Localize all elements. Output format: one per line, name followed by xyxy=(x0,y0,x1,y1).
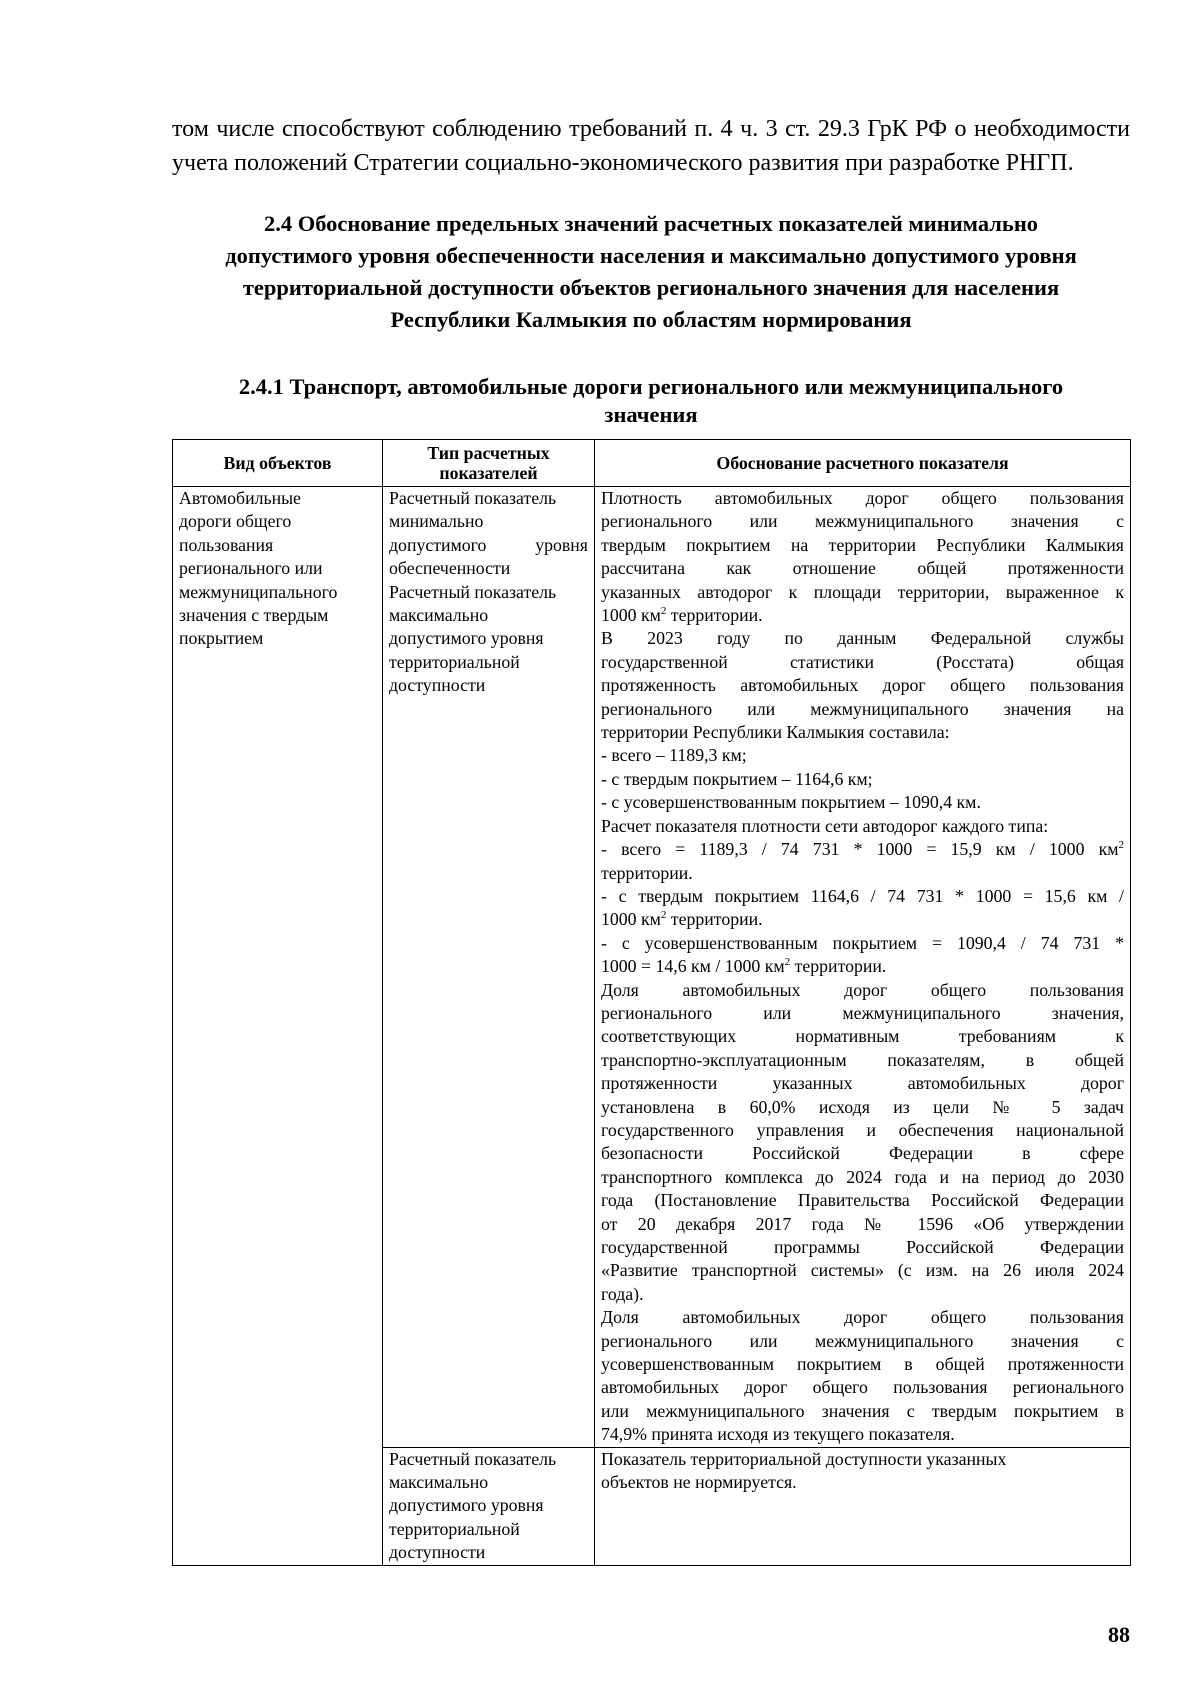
header-indicator-type xyxy=(383,440,595,487)
cell-line: Расчетный показатель xyxy=(389,488,557,508)
text-fragment: территории. xyxy=(666,605,763,626)
cell-line: или межмуниципального значения с твердым покрытием в xyxy=(601,1400,1124,1421)
cell-line: от 20 декабря 2017 года № 1596 «Об утверждении xyxy=(601,1213,1124,1234)
cell-line: максимально xyxy=(389,605,489,626)
text-fragment: 1000 = 14,6 км / 1000 км xyxy=(601,956,785,977)
cell-line: регионального или xyxy=(179,558,323,579)
cell-line: Автомобильные xyxy=(179,488,301,508)
cell-line: доступности xyxy=(389,1542,486,1563)
section-heading-line: 2.4 Обоснование предельных значений расчетных показателей минимально xyxy=(263,211,1039,236)
cell-line: государственной программы Российской Федерации xyxy=(601,1237,1124,1257)
text-fragment: 1000 км xyxy=(601,605,661,626)
cell-line: усовершенствованным покрытием в общей протяженности xyxy=(601,1354,1124,1375)
cell-line xyxy=(601,604,1124,627)
cell-line: минимально xyxy=(389,511,484,532)
cell-line xyxy=(601,908,1124,931)
superscript: 2 xyxy=(660,605,667,618)
cell-line: транспортно-эксплуатационным показателям, в общей xyxy=(601,1049,1124,1070)
table-header-row xyxy=(173,440,1131,487)
header-justification: Обоснование расчетного показателя xyxy=(595,440,1131,487)
section-heading xyxy=(172,208,1130,336)
cell-line: территориальной xyxy=(389,651,520,672)
cell-line: доступности xyxy=(389,675,486,696)
cell-line: допустимого уровня xyxy=(389,628,544,649)
superscript: 2 xyxy=(1118,839,1124,852)
intro-paragraph xyxy=(172,112,1130,180)
cell-object-type xyxy=(173,487,383,1566)
cell-line: - с усовершенствованным покрытием – 1090,4 км. xyxy=(601,792,981,813)
cell-line: территориальной xyxy=(389,1518,520,1539)
cell-line: автомобильных дорог общего пользования регионального xyxy=(601,1377,1124,1398)
cell-line: Расчетный показатель xyxy=(389,581,557,602)
cell-line: регионального или межмуниципального значения, xyxy=(601,1002,1124,1023)
cell-line: допустимого уровня xyxy=(389,1495,544,1516)
cell-line: В 2023 году по данным Федеральной службы xyxy=(601,628,1124,649)
text-fragment: - всего = 1189,3 / 74 731 * 1000 = 15,9 км / 1000 км xyxy=(601,839,1119,860)
cell-line: дороги общего xyxy=(179,511,292,532)
cell-line: транспортного комплекса до 2024 года и на период до 2030 xyxy=(601,1166,1124,1187)
cell-line: протяженности указанных автомобильных дорог xyxy=(601,1073,1124,1094)
superscript: 2 xyxy=(660,909,667,922)
cell-line: Плотность автомобильных дорог общего пользования xyxy=(601,488,1124,508)
cell-justification xyxy=(595,487,1131,1448)
cell-line xyxy=(601,838,1124,861)
header-object-type: Вид объектов xyxy=(173,440,383,487)
header-indicator-type-line: Тип расчетных xyxy=(427,443,550,463)
cell-line: 74,9% принята исходя из текущего показателя. xyxy=(601,1424,955,1445)
section-heading-line: Республики Калмыкия по областям нормирования xyxy=(390,307,912,332)
cell-line: допустимого уровня xyxy=(389,534,588,555)
header-indicator-type-line: показателей xyxy=(439,463,538,483)
cell-indicator-type xyxy=(383,487,595,1448)
norms-table xyxy=(172,439,1131,1566)
cell-line: значения с твердым xyxy=(179,605,329,626)
cell-line: - всего – 1189,3 км; xyxy=(601,745,747,766)
cell-line: - с усовершенствованным покрытием = 1090,4 / 74 731 * xyxy=(601,932,1124,953)
superscript: 2 xyxy=(784,956,791,969)
cell-indicator-type xyxy=(383,1447,595,1565)
text-fragment: территории. xyxy=(666,909,763,930)
text-fragment: территории. xyxy=(790,956,887,977)
cell-line: безопасности Российской Федерации в сфере xyxy=(601,1143,1124,1164)
cell-line: указанных автодорог к площади территории, выраженное к xyxy=(601,581,1124,602)
cell-line: территории. xyxy=(601,862,693,883)
cell-line: Доля автомобильных дорог общего пользования xyxy=(601,979,1124,1000)
cell-line: территории Республики Калмыкия составила: xyxy=(601,722,950,743)
cell-line: государственной статистики (Росстата) общая xyxy=(601,651,1124,672)
cell-line: протяженность автомобильных дорог общего пользования xyxy=(601,675,1124,696)
cell-line: года). xyxy=(601,1283,644,1304)
cell-line: года (Постановление Правительства Российской Федерации xyxy=(601,1190,1124,1211)
cell-line: обеспеченности xyxy=(389,558,511,579)
cell-line: межмуниципального xyxy=(179,581,338,602)
cell-line: объектов не нормируется. xyxy=(601,1472,797,1493)
text-fragment: 1000 км xyxy=(601,909,661,930)
cell-line: регионального или межмуниципального значения на xyxy=(601,698,1124,719)
cell-line: пользования xyxy=(179,534,274,555)
cell-line: твердым покрытием на территории Республики Калмыкия xyxy=(601,534,1124,555)
cell-line: государственного управления и обеспечения национальной xyxy=(601,1119,1124,1140)
section-heading-line: допустимого уровня обеспеченности населения и максимально допустимого уровня xyxy=(225,243,1077,268)
cell-line: покрытием xyxy=(179,628,264,649)
cell-line: «Развитие транспортной системы» (с изм. на 26 июля 2024 xyxy=(601,1260,1124,1281)
page-number: 88 xyxy=(1108,1622,1130,1647)
subsection-heading xyxy=(172,373,1130,429)
subsection-heading-line: значения xyxy=(604,402,698,427)
cell-line: соответствующих нормативным требованиям к xyxy=(601,1026,1124,1047)
cell-line: установлена в 60,0% исходя из цели № 5 задач xyxy=(601,1096,1124,1117)
section-heading-line: территориальной доступности объектов регионального значения для населения xyxy=(242,275,1060,300)
table-row xyxy=(173,487,1131,1448)
cell-line: рассчитана как отношение общей протяженности xyxy=(601,558,1124,579)
cell-line: - с твердым покрытием – 1164,6 км; xyxy=(601,768,873,789)
cell-line: регионального или межмуниципального значения с xyxy=(601,1330,1124,1351)
intro-line: учета положений Стратегии социально-экономического развития при разработке РНГП. xyxy=(172,150,1074,176)
cell-line xyxy=(601,955,1124,978)
cell-line: Расчет показателя плотности сети автодорог каждого типа: xyxy=(601,815,1049,836)
cell-line: Расчетный показатель xyxy=(389,1448,557,1469)
intro-line: том числе способствуют соблюдению требований п. 4 ч. 3 ст. 29.3 ГрК РФ о необходимости xyxy=(172,116,1130,142)
cell-justification xyxy=(595,1447,1131,1565)
cell-line: - с твердым покрытием 1164,6 / 74 731 * 1000 = 15,6 км / xyxy=(601,885,1124,906)
cell-line: максимально xyxy=(389,1472,489,1493)
cell-line: Доля автомобильных дорог общего пользования xyxy=(601,1307,1124,1328)
subsection-heading-line: 2.4.1 Транспорт, автомобильные дороги регионального или межмуниципального xyxy=(238,374,1064,399)
cell-line: Показатель территориальной доступности указанных xyxy=(601,1448,1007,1469)
cell-line: регионального или межмуниципального значения с xyxy=(601,511,1124,532)
